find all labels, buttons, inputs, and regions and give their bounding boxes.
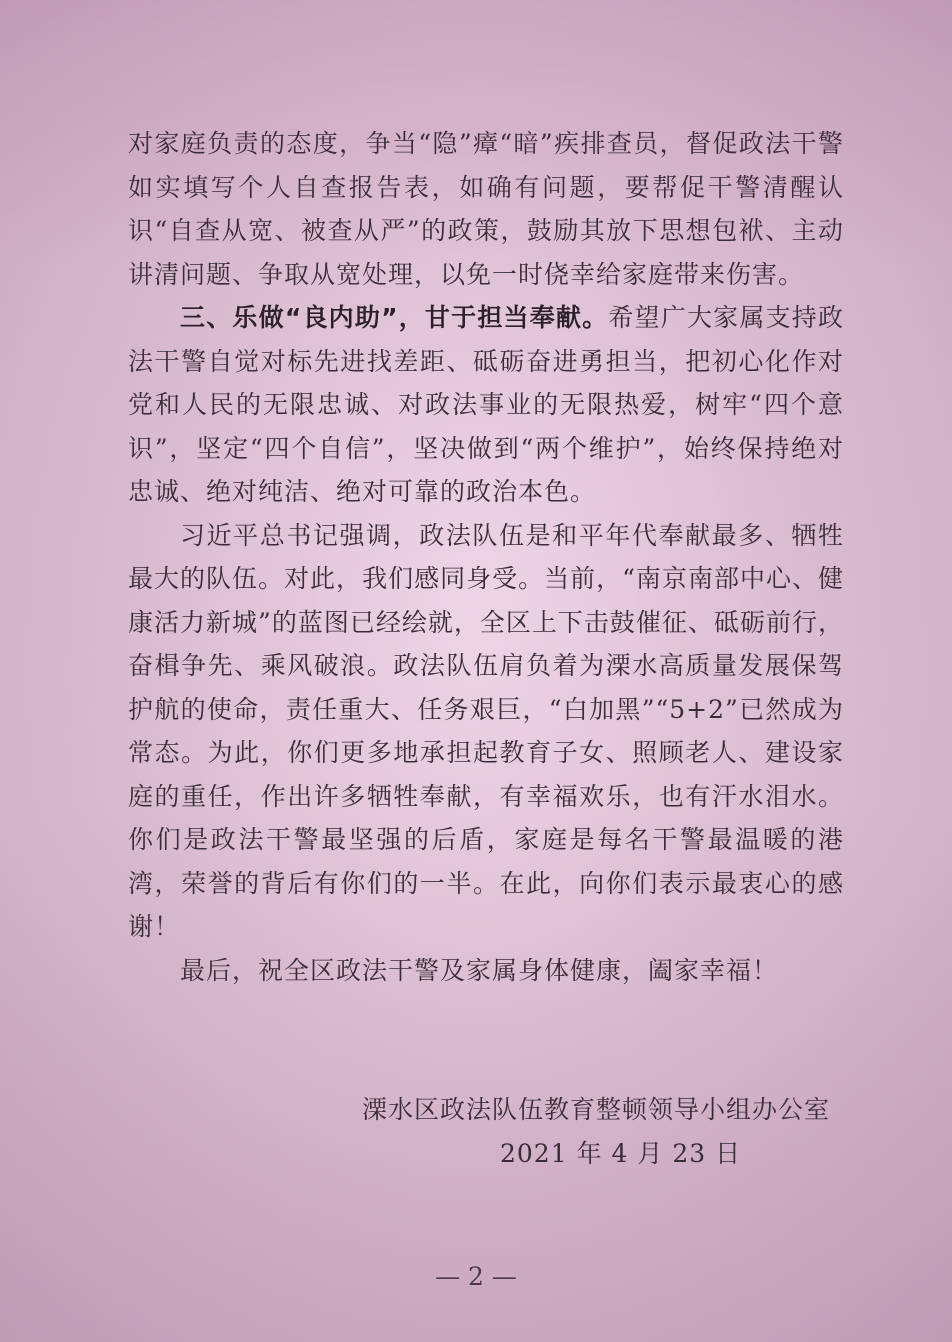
closing-paragraph: 最后，祝全区政法干警及家属身体健康，阖家幸福！ (180, 955, 779, 985)
signature-date: 2021 年 4 月 23 日 (500, 1139, 742, 1168)
page-number: — 2 — (435, 1262, 517, 1291)
section-3-heading: 三、乐做“良内助”，甘于担当奉献。 (180, 303, 609, 332)
document-body (128, 122, 844, 992)
paragraph-continued: 对家庭负责的态度，争当“隐”瘴“暗”疾排查员，督促政法干警如实填写个人自查报告表，如确有问题，要帮促干警清醒认识“自查从宽、被查从严”的政策，鼓励其放下思想包袱、主动讲清问题、争取从宽处理，以免一时侥幸给家庭带来伤害。 (128, 129, 844, 289)
paragraph-xi-quote: 习近平总书记强调，政法队伍是和平年代奉献最多、牺牲最大的队伍。对此，我们感同身受。当前，“南京南部中心、健康活力新城”的蓝图已经绘就，全区上下击鼓催征、砥砺前行，奋楫争先、乘风破浪。政法队伍肩负着为溧水高质量发展保驾护航的使命，责任重大、任务艰巨，“白加黑”“5+2”已然成为常态。为此，你们更多地承担起教育子女、照顾老人、建设家庭的重任，作出许多牺牲奉献，有幸福欢乐，也有汗水泪水。你们是政法干警最坚强的后盾，家庭是每名干警最温暖的港湾，荣誉的背后有你们的一半。在此，向你们表示最衷心的感谢！ (128, 520, 844, 941)
section-3-paragraph (128, 296, 844, 514)
section-3-text: 希望广大家属支持政法干警自觉对标先进找差距、砥砺奋进勇担当，把初心化作对党和人民的无限忠诚、对政法事业的无限热爱，树牢“四个意识”，坚定“四个自信”，坚决做到“两个维护”，始终保持绝对忠诚、绝对纯洁、绝对可靠的政治本色。 (128, 303, 844, 506)
signature-office: 溧水区政法队伍教育整顿领导小组办公室 (361, 1095, 830, 1124)
